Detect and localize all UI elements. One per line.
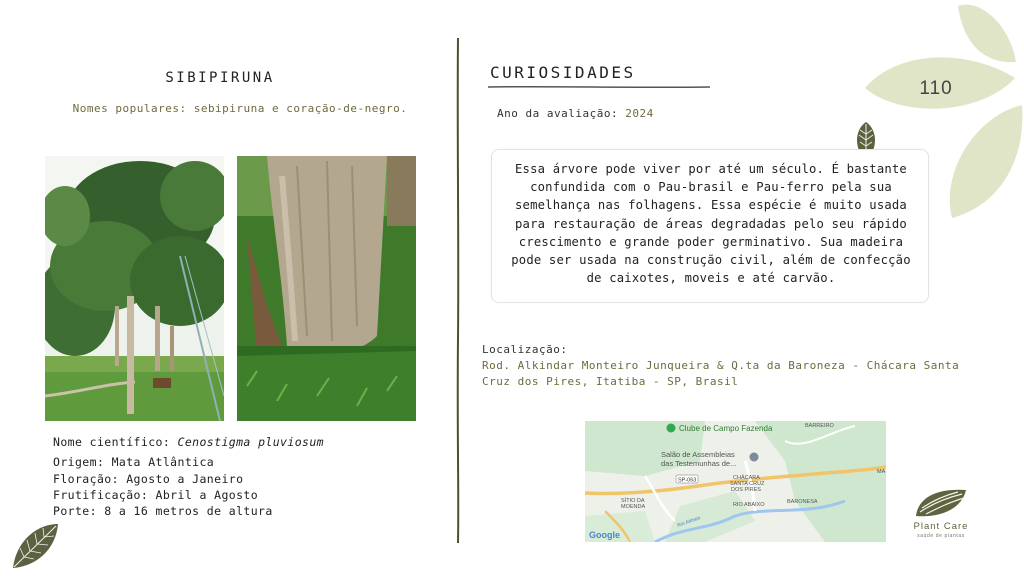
location-address[interactable]: Rod. Alkindar Monteiro Junqueira & Q.ta da Baroneza - Chácara Santa Cruz dos Pires, Itatiba - SP, Brasil [482,359,960,388]
column-divider [455,38,461,543]
brand-tagline: saúde de plantas [917,533,965,539]
species-title: SIBIPIRUNA [165,70,275,86]
map-area-4: BARONESA [787,499,818,505]
fruiting-text: Frutificação: Abril a Agosto [53,488,259,502]
map-poi-1[interactable]: Clube de Campo Fazenda [679,424,773,433]
map-area-1-line1: CHÁCARA [733,475,760,481]
map-area-1-line2: SANTA CRUZ [730,481,765,487]
flowering-text: Floração: Agosto a Janeiro [53,472,244,486]
origin-text: Origem: Mata Atlântica [53,455,215,469]
evaluation-year-value: 2024 [625,107,654,120]
leaf-shape-top [958,5,1016,63]
map-poi-2-line1[interactable]: Salão de Assembleias [661,450,735,459]
curiosity-box [491,149,929,303]
poi-marker-icon [667,424,676,433]
title-underline [488,84,710,90]
brand-logo-icon [912,486,970,520]
location-map[interactable] [585,421,886,542]
corner-leaf-icon [8,520,62,572]
map-area-1-line3: DOS PIRES [731,487,761,493]
brand-name: Plant Care [913,521,969,532]
map-area-6: MA [877,469,886,475]
map-area-2-line1: SÍTIO DA [621,498,645,504]
leaf-shape-bottom [950,105,1023,218]
curiosity-text: Essa árvore pode viver por até um século. É bastante confundida com o Pau-brasil e Pau-ferro pela sua semelhança nas folhagens. Essa espécie é muito usada para restauração de áreas degradadas pelo seu rápido crescimento e grande poder germinativo. Sua madeira pode ser usada na construção civil, além de confecção de caixotes, moveis e até carvão. [511,162,911,286]
google-logo: Google [589,530,620,540]
popular-names: Nomes populares: sebipiruna e coração-de-negro. [72,102,408,115]
size-text: Porte: 8 a 16 metros de altura [53,504,273,518]
map-poi-2-line2[interactable]: das Testemunhas de... [661,459,737,468]
curiosities-title: CURIOSIDADES [490,63,636,82]
tree-photo [45,156,224,421]
trunk-photo [237,156,416,421]
page-number: 110 [919,78,953,99]
scientific-name-value: Cenostigma pluviosum [177,435,324,449]
map-road-badge: SP-063 [678,477,697,484]
map-river-label: Rio Atibaia [676,515,702,529]
map-area-5: BARREIRO [805,423,834,429]
evaluation-year: Ano da avaliação: 2024 [497,107,654,120]
scientific-name: Nome científico: Cenostigma pluviosum [53,435,324,449]
map-area-2-line2: MOENDA [621,504,646,510]
map-area-3: RIO ABAIXO [733,502,765,508]
poi-marker-icon [750,453,759,462]
location-label: Localização: [482,343,568,356]
